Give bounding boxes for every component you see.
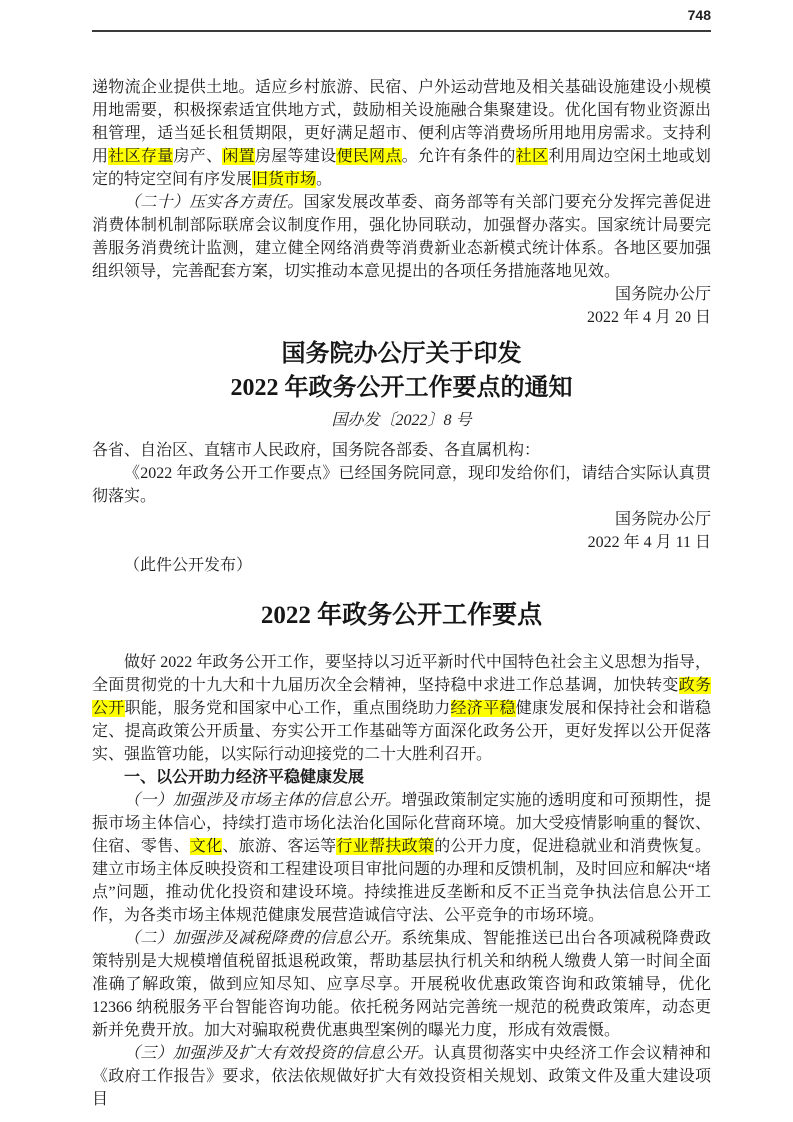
highlighted-text: 社区: [515, 148, 549, 165]
paragraph-intro: [92, 651, 711, 766]
signoff-org: 国务院办公厅: [614, 511, 711, 528]
paragraph-item-3: [92, 1042, 711, 1111]
body-text-run: 《2022 年政务公开工作要点》已经国务院同意，现印发给你们，请结合实际认真贯彻落实。: [92, 465, 711, 505]
body-text-run: 国家发展改革委、商务部等有关部门要充分发挥完善促进消费体制机制部际联席会议制度作用，强化协同联动，加强督办落实。国家统计局要完善服务消费统计监测，建立健全网络消费等消费新业态新模式统计体系。各地区要加强组织领导，完善配套方案，切实推动本意见提出的各项任务措施落地见效。: [92, 194, 711, 280]
body-text-run: 系统集成、智能推送已出台各项减税降费政策特别是大规模增值税留抵退税政策，帮助基层执行机关和纳税人缴费人第一时间全面准确了解政策，做到应知尽知、应享尽享。开展税收优惠政策咨询和政策辅导，优化 12366 纳税服务平台智能咨询功能。依托税务网站完善统一规范的税费政策库，动态更新并免费开放。加大对骗取税费优惠典型案例的曝光力度，形成有效震慑。: [92, 930, 711, 1039]
document-body: [92, 76, 711, 1111]
body-text-run: 利用周边空闲土地或划定的特定空间有序发展: [92, 148, 711, 188]
body-text-run: 健康发展和保持社会和谐稳定、提高政策公开质量、夯实公开工作基础等方面深化政务公开，更好发挥以公开促落实、强监管功能，以实际行动迎接党的二十大胜利召开。: [92, 700, 711, 763]
highlighted-text: 文化: [189, 838, 223, 855]
signoff-block-1: [92, 283, 711, 329]
highlighted-text: 行业帮扶政策: [336, 838, 435, 855]
header-rule: [92, 30, 711, 32]
body-text-run: 。允许有条件的: [401, 148, 516, 165]
kai-lead-in-text: （一）加强涉及市场主体的信息公开。: [124, 792, 402, 809]
highlighted-text: 便民网点: [336, 148, 402, 165]
notice-title-line2: 2022 年政务公开工作要点的通知: [230, 375, 573, 401]
body-text-run: 职能，服务党和国家中心工作，重点围绕助力: [124, 700, 451, 717]
salutation: 各省、自治区、直辖市人民政府，国务院各部委、各直属机构：: [92, 442, 541, 459]
paragraph-continuation: [92, 76, 711, 191]
notice-title-line1: 国务院办公厅关于印发: [281, 341, 522, 367]
kai-lead-in-text: （三）加强涉及扩大有效投资的信息公开。: [124, 1045, 434, 1062]
paragraph-item-1: [92, 789, 711, 927]
body-text-run: 房屋等建设: [254, 148, 337, 165]
highlighted-text: 社区存量: [108, 148, 174, 165]
signoff-org: 国务院办公厅: [614, 286, 711, 303]
kai-lead-in-text: （二十）压实各方责任。: [124, 194, 304, 211]
body-text-run: 。: [316, 171, 333, 188]
highlighted-text: 闲置: [222, 148, 255, 165]
section-heading-1: 一、以公开助力经济平稳健康发展: [124, 769, 365, 786]
body-text-run: 的公开力度，促进稳就业和消费恢复。建立市场主体反映投资和工程建设项目审批问题的办理和反馈机制，及时回应和解决“堵点”问题，推动优化投资和建设环境。持续推进反垄断和反不正当竞争执法信息公开工作，为各类市场主体规范健康发展营造诚信守法、公平竞争的市场环境。: [92, 838, 711, 924]
signoff-block-2: [92, 508, 711, 554]
signoff-date: 2022 年 4 月 11 日: [587, 534, 711, 551]
page-number: 748: [687, 7, 711, 23]
notice-title: [92, 337, 711, 405]
body-text-run: 增强政策制定实施的透明度和可预期性，提振市场主体信心，持续打造市场化法治化国际化营商环境。加大受疫情影响重的餐饮、住宿、零售、: [92, 792, 711, 855]
paragraph-item-20: [92, 191, 711, 283]
main-title: 2022 年政务公开工作要点: [260, 602, 543, 629]
public-release-note: （此件公开发布）: [124, 557, 253, 574]
body-text-run: 递物流企业提供土地。适应乡村旅游、民宿、户外运动营地及相关基础设施建设小规模用地需要，积极探索适宜供地方式，鼓励相关设施融合集聚建设。优化国有物业资源出租管理，适当延长租赁期限，更好满足超市、便利店等消费场所用地用房需求。支持利用: [92, 79, 711, 165]
body-text-run: 、旅游、客运等: [222, 838, 337, 855]
highlighted-text: 政务公开: [92, 677, 711, 717]
body-text-run: 做好 2022 年政务公开工作，要坚持以习近平新时代中国特色社会主义思想为指导，全面贯彻党的十九大和十九届历次全会精神，坚持稳中求进工作总基调，加快转变: [92, 654, 711, 694]
body-text-run: 房产、: [173, 148, 223, 165]
document-number: 国办发〔2022〕8 号: [331, 412, 472, 429]
kai-lead-in-text: （二）加强涉及减税降费的信息公开。: [124, 930, 402, 947]
paragraph-forward: [92, 462, 711, 508]
body-text-run: 认真贯彻落实中央经济工作会议精神和《政府工作报告》要求，依法依规做好扩大有效投资相关规划、政策文件及重大建设项目: [92, 1045, 711, 1108]
signoff-date: 2022 年 4 月 20 日: [586, 309, 711, 326]
highlighted-text: 旧货市场: [252, 171, 317, 188]
highlighted-text: 经济平稳: [450, 700, 516, 717]
paragraph-item-2: [92, 927, 711, 1042]
